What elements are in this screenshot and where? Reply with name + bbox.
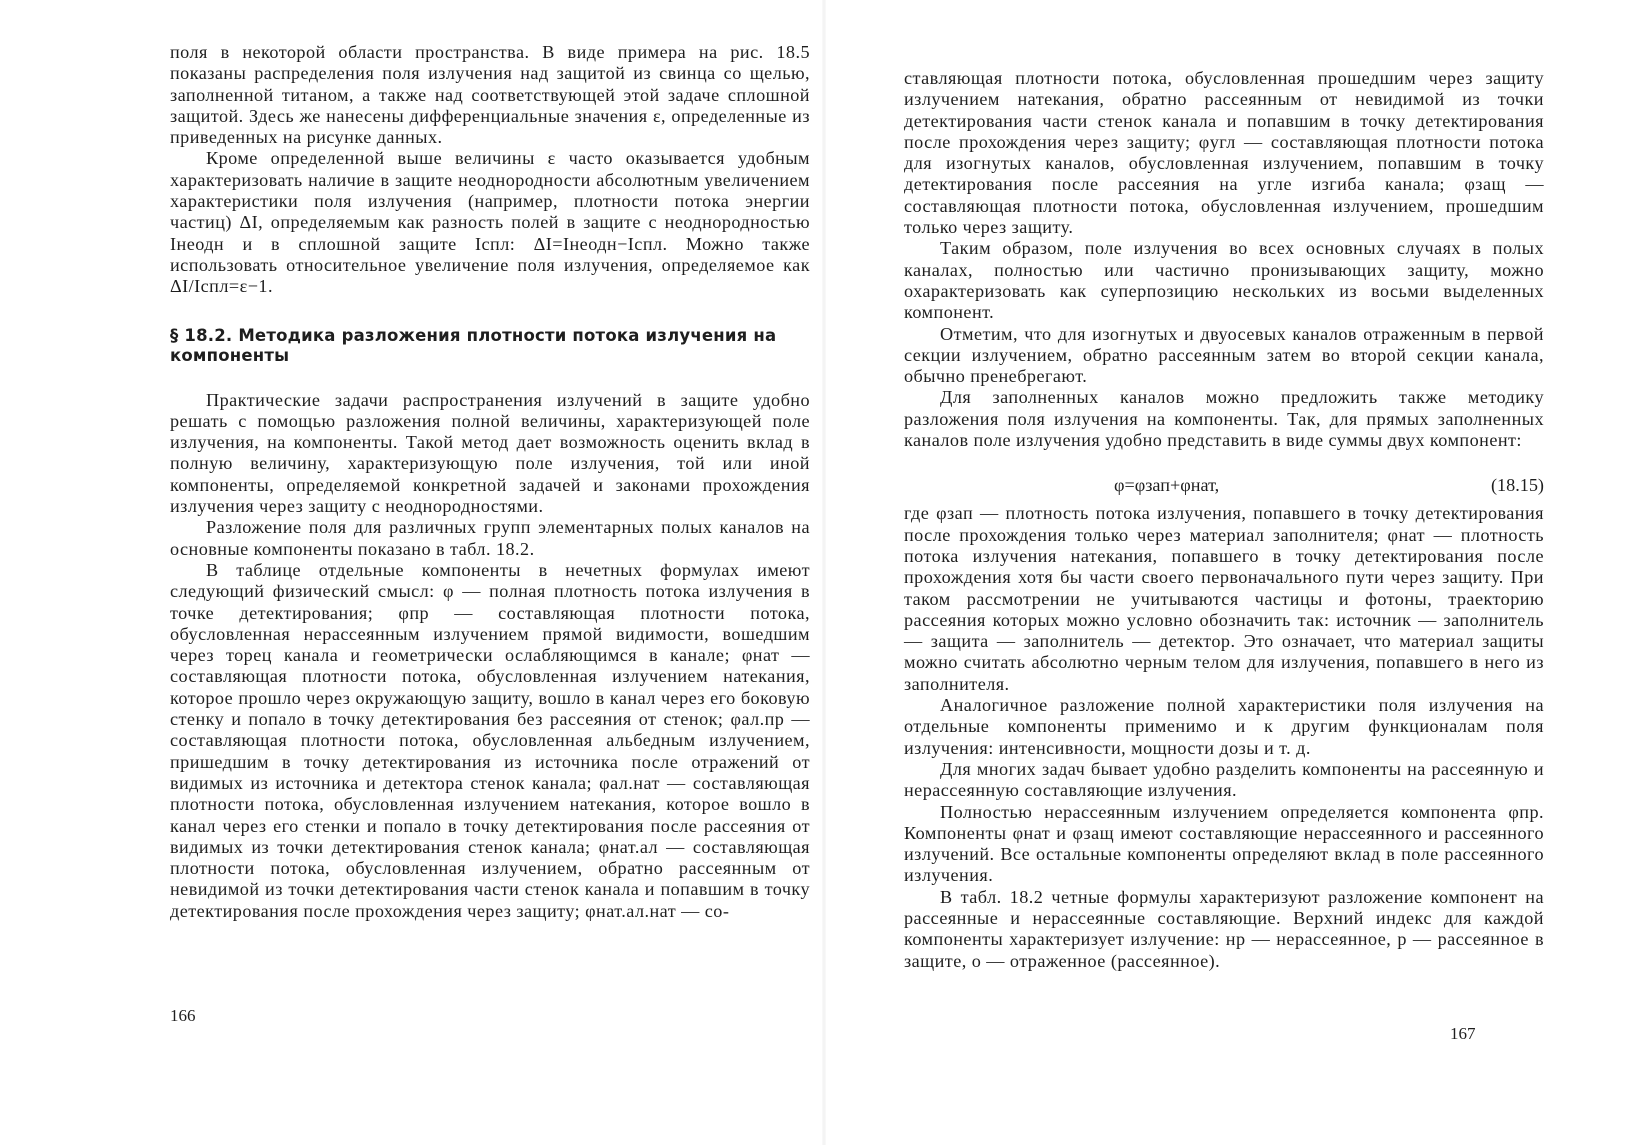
right-paragraph-8: Полностью нерассеянным излучением определяется компонента φпр. Компоненты φнат и φзащ имеют составляющие нерассеянного и рассеянного излучений. Все остальные компоненты определяют вклад в поле рассеянного излучения. <box>904 801 1544 886</box>
right-paragraph-5: где φзап — плотность потока излучения, попавшего в точку детектирования после прохождения только через материал заполнителя; φнат — плотность потока излучения натекания, попавшего в точку детектирования после прохождения хотя бы части своего первоначального пути через защиту. При таком рассмотрении не учитываются частицы и фотоны, траекторию рассеяния которых можно условно обозначить так: источник — заполнитель — защита — заполнитель — детектор. Это означает, что материал защиты можно считать абсолютно черным телом для излучения, попавшего в него из заполнителя. <box>904 503 1544 694</box>
left-paragraph-5: В таблице отдельные компоненты в нечетных формулах имеют следующий физический смысл: φ — полная плотность потока излучения в точке детектирования; φпр — составляющая плотности потока, обусловленная нерассеянным излучением прямой видимости, вошедшим через торец канала и геометрически ослабляющимся в канале; φнат — составляющая плотности потока, обусловленная излучением натекания, которое прошло через окружающую защиту, вошло в канал через его боковую стенку и попало в точку детектирования без рассеяния от стенок; φал.пр — составляющая плотности потока, обусловленная альбедным излучением, пришедшим в точку детектирования из источника после отражений от видимых из источника и детектора стенок канала; φал.нат — составляющая плотности потока, обусловленная излучением натекания, которое вошло в канал через его стенки и попало в точку детектирования после рассеяния от видимых из точки детектирования стенок канала; φнат.ал — составляющая плотности потока, обусловленная излучением, обратно рассеянным от невидимой из точки детектирования части стенок канала и попавшим в точку детектирования после прохождения через защиту; φнат.ал.нат — со- <box>170 559 810 921</box>
right-paragraph-1: ставляющая плотности потока, обусловленная прошедшим через защиту излучением натекания, обратно рассеянным от невидимой из точки детектирования части стенок канала и попавшим в точку детектирования после прохождения через защиту; φугл — составляющая плотности потока для изогнутых каналов, обусловленная излучением, попавшим в точку детектирования после рассеяния на угле изгиба канала; φзащ — составляющая плотности потока, обусловленная излучением, прошедшим только через защиту. <box>904 68 1544 238</box>
right-page <box>824 0 1648 1145</box>
page-number-left: 166 <box>170 1006 196 1025</box>
section-heading: § 18.2. Методика разложения плотности потока излучения на компоненты <box>170 325 777 365</box>
formula-block <box>904 473 1544 497</box>
formula-18-15: φ=φзап+φнат, <box>1114 475 1220 496</box>
page-number-right: 167 <box>1450 1024 1476 1043</box>
formula-number: (18.15) <box>1490 475 1544 496</box>
right-paragraph-3: Отметим, что для изогнутых и двуосевых каналов отраженным в первой секции излучением, обратно рассеянным затем во второй секции канала, обычно пренебрегают. <box>904 323 1544 387</box>
right-text-column <box>904 68 1544 972</box>
right-paragraph-9: В табл. 18.2 четные формулы характеризуют разложение компонент на рассеянные и нерассеянные составляющие. Верхний индекс для каждой компоненты характеризует излучение: нр — нерассеянное, р — рассеянное в защите, о — отраженное (рассеянное). <box>904 886 1544 971</box>
right-paragraph-4: Для заполненных каналов можно предложить также методику разложения поля излучения на компоненты. Так, для прямых заполненных каналов поле излучения удобно представить в виде суммы двух компонент: <box>904 387 1544 451</box>
left-paragraph-1: поля в некоторой области пространства. В виде примера на рис. 18.5 показаны распределения поля излучения над защитой из свинца со щелью, заполненной титаном, а также над соответствующей этой задаче сплошной защитой. Здесь же нанесены дифференциальные значения ε, определенные из приведенных на рисунке данных. <box>170 42 810 148</box>
right-paragraph-7: Для многих задач бывает удобно разделить компоненты на рассеянную и нерассеянную составляющие излучения. <box>904 758 1544 801</box>
left-text-column <box>170 42 810 922</box>
right-paragraph-2: Таким образом, поле излучения во всех основных случаях в полых каналах, полностью или частично пронизывающих защиту, можно охарактеризовать как суперпозицию нескольких из восьми выделенных компонент. <box>904 238 1544 323</box>
right-paragraph-6: Аналогичное разложение полной характеристики поля излучения на отдельные компоненты применимо и к другим функционалам поля излучения: интенсивности, мощности дозы и т. д. <box>904 695 1544 758</box>
left-paragraph-4: Разложение поля для различных групп элементарных полых каналов на основные компоненты показано в табл. 18.2. <box>170 517 810 559</box>
left-paragraph-2: Кроме определенной выше величины ε часто оказывается удобным характеризовать наличие в защите неоднородности абсолютным увеличением характеристики поля излучения (например, плотности потока энергии частиц) ΔI, определяемым как разность полей в защите с неоднородностью Iнеодн и в сплошной защите Iспл: ΔI=Iнеодн−Iспл. Можно также использовать относительное увеличение поля излучения, определяемое как ΔI/Iспл=ε−1. <box>170 148 810 297</box>
left-paragraph-3: Практические задачи распространения излучений в защите удобно решать с помощью разложения полной величины, характеризующей поле излучения, на компоненты. Такой метод дает возможность оценить вклад в полную величину, характеризующую поле излучения, той или иной компоненты, определяемой конкретной задачей и законами прохождения излучения через защиту с неоднородностями. <box>170 389 810 517</box>
